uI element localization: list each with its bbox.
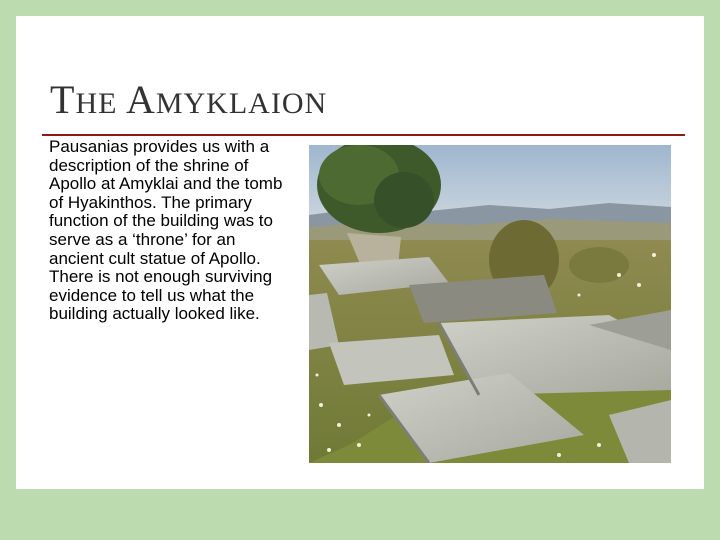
title-part: HE — [75, 87, 126, 120]
title-part: MYKLAION — [155, 87, 328, 120]
title-part: T — [50, 77, 76, 122]
title-divider — [42, 134, 685, 136]
slide — [16, 16, 704, 489]
body-text: Pausanias provides us with a description of the shrine of Apollo at Amyklai and the tomb of Hyakinthos. The primary function of the building was to serve as a ‘throne’ for an ancient cult statue of Apollo. There is not enough surviving evidence to tell us what the building actually looked like. — [49, 137, 283, 324]
slide-title — [50, 77, 328, 124]
title-part: A — [125, 77, 156, 122]
site-photo — [309, 145, 671, 463]
